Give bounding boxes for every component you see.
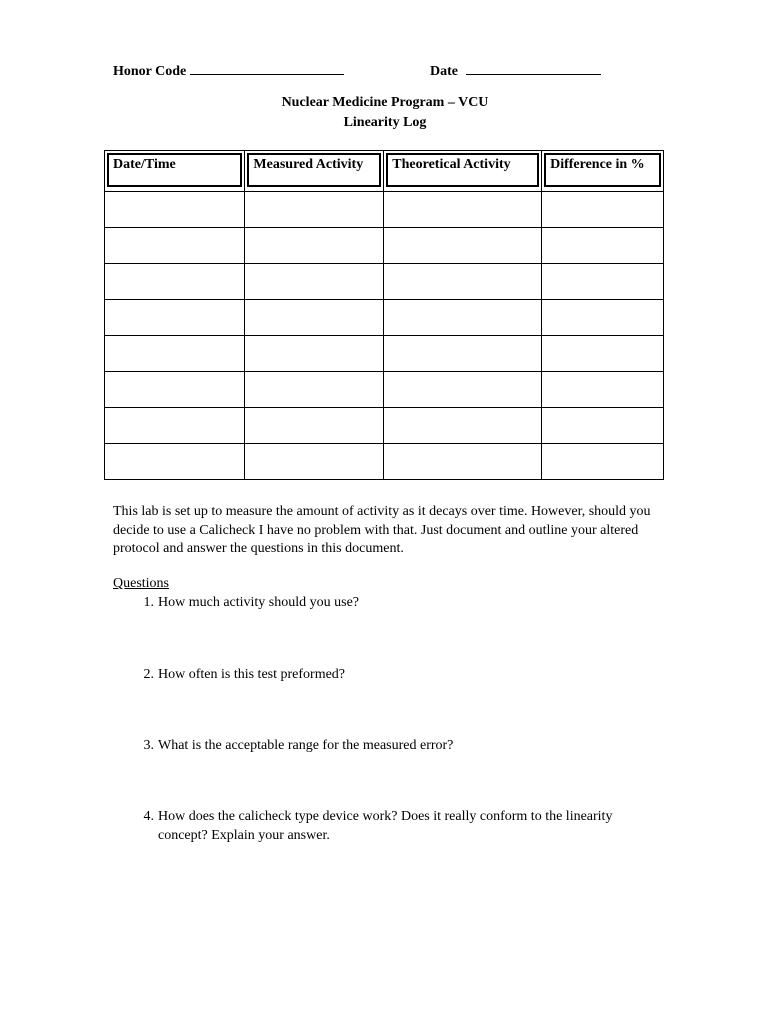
table-cell[interactable]: [542, 228, 664, 264]
table-cell[interactable]: [245, 192, 384, 228]
column-header-difference: Difference in %: [542, 151, 664, 192]
table-row: [105, 444, 664, 480]
table-cell[interactable]: [542, 408, 664, 444]
table-cell[interactable]: [245, 300, 384, 336]
table-cell[interactable]: [542, 444, 664, 480]
date-blank[interactable]: [466, 60, 601, 75]
question-number: 4.: [143, 809, 154, 824]
table-cell[interactable]: [105, 372, 245, 408]
table-cell[interactable]: [384, 444, 542, 480]
honor-code-blank[interactable]: [190, 60, 344, 75]
table-cell[interactable]: [105, 264, 245, 300]
date-label: Date: [430, 64, 458, 79]
document-subtitle: Linearity Log: [343, 115, 427, 130]
question-text: How does the calicheck type device work? Does it really conform to the linearity concept? Explain your answer.: [158, 809, 613, 843]
date-field: [430, 60, 601, 80]
table-cell[interactable]: [105, 408, 245, 444]
table-cell[interactable]: [245, 228, 384, 264]
table-cell[interactable]: [105, 192, 245, 228]
question-text: How much activity should you use?: [158, 595, 360, 610]
table-cell[interactable]: [384, 192, 542, 228]
table-cell[interactable]: [245, 264, 384, 300]
table-row: [105, 192, 664, 228]
table-cell[interactable]: [105, 336, 245, 372]
table-cell[interactable]: [245, 372, 384, 408]
table-cell[interactable]: [105, 228, 245, 264]
column-header-theoretical-activity: Theoretical Activity: [384, 151, 542, 192]
column-header-datetime: Date/Time: [105, 151, 245, 192]
intro-paragraph: This lab is set up to measure the amount of activity as it decays over time. However, should you decide to use a Calicheck I have no problem with that. Just document and outline your altered protocol and answer the questions in this document.: [113, 504, 651, 556]
table-cell[interactable]: [542, 372, 664, 408]
linearity-log-table: [104, 150, 664, 480]
table-cell[interactable]: [542, 300, 664, 336]
table-cell[interactable]: [245, 408, 384, 444]
table-row: [105, 408, 664, 444]
table-cell[interactable]: [384, 264, 542, 300]
document-title: Nuclear Medicine Program – VCU: [281, 95, 489, 110]
table-row: [105, 264, 664, 300]
table-cell[interactable]: [105, 444, 245, 480]
table-row: [105, 228, 664, 264]
table-cell[interactable]: [245, 336, 384, 372]
honor-code-field: [113, 60, 344, 80]
table-cell[interactable]: [384, 228, 542, 264]
table-cell[interactable]: [245, 444, 384, 480]
table-cell[interactable]: [384, 372, 542, 408]
honor-code-label: Honor Code: [113, 64, 187, 79]
question-number: 1.: [143, 595, 154, 610]
question-text: How often is this test preformed?: [158, 667, 346, 682]
questions-heading: Questions: [113, 576, 169, 591]
table-cell[interactable]: [542, 264, 664, 300]
question-number: 3.: [143, 738, 154, 753]
column-header-measured-activity: Measured Activity: [245, 151, 384, 192]
table-cell[interactable]: [105, 300, 245, 336]
table-row: [105, 372, 664, 408]
table-row: [105, 300, 664, 336]
table-cell[interactable]: [384, 300, 542, 336]
table-cell[interactable]: [542, 336, 664, 372]
table-cell[interactable]: [542, 192, 664, 228]
table-cell[interactable]: [384, 408, 542, 444]
table-row: [105, 336, 664, 372]
question-text: What is the acceptable range for the measured error?: [158, 738, 454, 753]
table-header-row: [105, 151, 664, 192]
question-number: 2.: [143, 667, 154, 682]
table-cell[interactable]: [384, 336, 542, 372]
